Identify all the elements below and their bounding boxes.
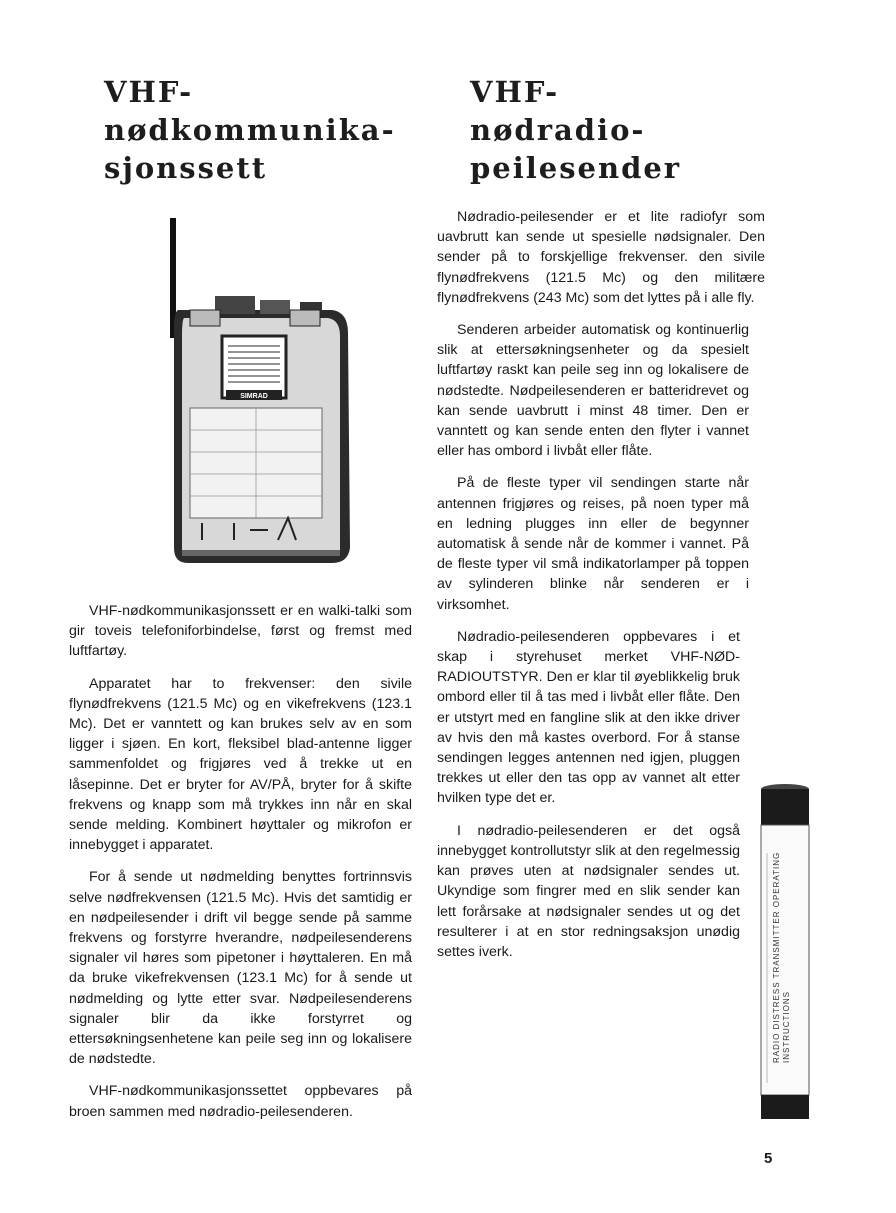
beacon-illustration <box>758 783 812 1123</box>
left-paragraph-1: VHF-nødkommunikasjonssett er en walki-talki som gir toveis telefoniforbindelse, først og fremst med luftfartøy. <box>69 603 412 660</box>
right-paragraph-3: På de fleste typer vil sendingen starte når antennen frigjøres og reises, på noen typer må en ledning plugges inn eller de begynner automatisk å sende når de kommer i vannet. På de fleste typer vil små indikatorlamper på toppen av sylinderen blinke når senderen er i virksomhet. <box>437 475 749 613</box>
left-paragraph-4: VHF-nødkommunikasjonssettet oppbevares på broen sammen med nødradio-peilesenderen. <box>69 1083 412 1120</box>
right-column <box>437 207 765 974</box>
left-paragraph-3: For å sende ut nødmelding benyttes fortrinnsvis selve nødfrekvensen (121.5 Mc). Hvis det samtidig er en nødpeilesender i drift vil begge sende på samme frekvens og forstyrre hverandre, nødpeilesenderens signaler vil høres som pipetoner i høyttaleren. En må da bruke vikefrekvensen (123.1 Mc) for å sende ut nødmelding og lytte etter svar. Nødpeilesenderens signaler blir da ikke forstyrret og ettersøkningsenhetene kan peile seg inn og lokalisere de nødstedte. <box>69 869 412 1068</box>
right-paragraph-2: Senderen arbeider automatisk og kontinuerlig slik at ettersøkningsenheter og da spesielt luftfartøy raskt kan peile seg inn og lokalisere de nødstedte. Nødpeilesenderen er batteridrevet og kan sende uavbrutt i minst 48 timer. Den er vanntett og kan sende enten den flyter i vannet eller has ombord i livbåt eller flåte. <box>437 322 749 460</box>
right-paragraph-1: Nødradio-peilesender er et lite radiofyr som uavbrutt kan sende ut spesielle nødsignaler. Den sender på to forskjellige frekvenser. den sivile flynødfrekvens (121.5 Mc) og den militære flynødfrekvens (243 Mc) som det lyttes på i alle fly. <box>437 209 765 306</box>
beacon-label: RADIO DISTRESS TRANSMITTER OPERATING INSTRUCTIONS <box>772 851 791 1063</box>
page-number: 5 <box>764 1150 773 1167</box>
left-column <box>69 601 412 1134</box>
device-brand-label: SIMRAD <box>240 393 268 400</box>
right-paragraph-4: Nødradio-peilesenderen oppbevares i et skap i styrehuset merket VHF-NØD-RADIOUTSTYR. Den er klar til øyeblikkelig bruk ombord eller til å tas med i livbåt eller flåte. Den er utstyrt med en fangline slik at den ikke driver av hvis den må kastes overbord. For å stanse sendingen legges antennen ned igjen, pluggen trekkes ut eller den tas opp av vannet alt etter hvilken type det er. <box>437 628 740 807</box>
left-heading: VHF- nødkommunika- sjonssett <box>104 75 396 185</box>
left-paragraph-2: Apparatet har to frekvenser: den sivile flynødfrekvens (121.5 Mc) og en vikefrekvens (123.1 Mc). Det er vanntett og kan brukes selv av en som ligger i sjøen. En kort, fleksibel blad-antenne ligger sammenfoldet og frigjøres ved å trekke ut en låsepinne. Det er bryter for AV/PÅ, bryter for å skifte frekvens og knapp som må trykkes inn når en skal sende melding. Kombinert høyttaler og mikrofon er innebygget i apparatet. <box>69 675 412 854</box>
right-paragraph-5: I nødradio-peilesenderen er det også innebygget kontrollutstyr slik at den regelmessig kan prøves uten at nødsignaler sendes ut. Ukyndige som fingrer med en slik sender kan lett forårsake at nødsignaler sendes ut og det resulterer i at en stor redningsaksjon unødig settes iverk. <box>437 822 740 960</box>
right-heading: VHF- nødradio- peilesender <box>470 75 682 185</box>
walkie-talkie-illustration <box>160 218 360 573</box>
